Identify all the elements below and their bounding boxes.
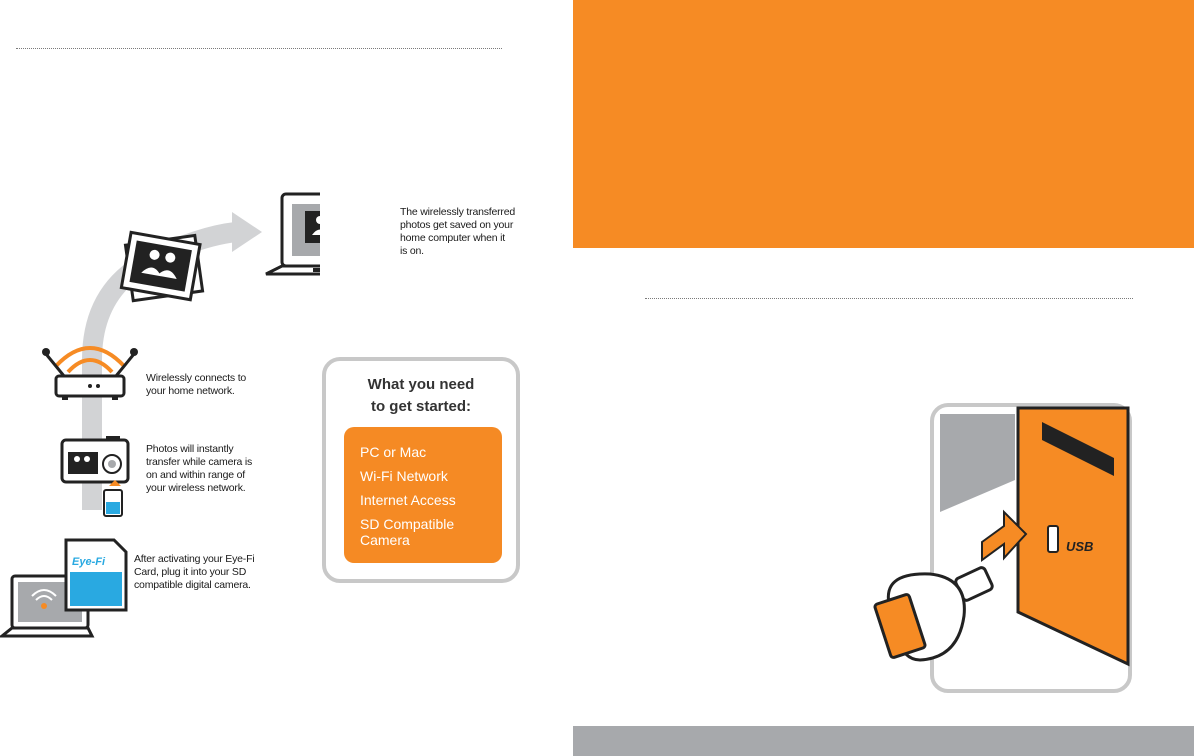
orange-header-banner bbox=[573, 0, 1194, 248]
right-divider bbox=[645, 298, 1133, 299]
requirements-box bbox=[322, 357, 520, 583]
card-caption: After activating your Eye-Fi Card, plug it into your SD compatible digital camera. bbox=[134, 553, 255, 591]
usb-port-icon bbox=[1048, 526, 1058, 552]
router-caption: Wirelessly connects to your home network. bbox=[146, 372, 247, 397]
computer-caption: The wirelessly transferred photos get saved on your home computer when it is on. bbox=[400, 206, 516, 257]
bottom-gray-bar bbox=[573, 726, 1194, 756]
requirement-item: Wi-Fi Network bbox=[360, 468, 448, 484]
flow-arrow-head bbox=[232, 212, 262, 252]
photos-icon bbox=[121, 232, 202, 300]
requirement-item: Internet Access bbox=[360, 492, 456, 508]
usb-insertion-illustration bbox=[870, 402, 1134, 694]
requirements-title-2: to get started: bbox=[370, 398, 471, 415]
computer-icon bbox=[266, 194, 320, 274]
eyefi-card-logo: Eye-Fi bbox=[72, 556, 106, 568]
requirements-title-1: What you need bbox=[367, 376, 475, 393]
requirement-item: Camera bbox=[360, 532, 410, 548]
camera-caption: Photos will instantly transfer while camera is on and within range of your wireless network. bbox=[146, 443, 253, 494]
eyefi-card-icon bbox=[64, 538, 128, 612]
usb-label: USB bbox=[1066, 539, 1094, 554]
requirement-item: PC or Mac bbox=[360, 444, 427, 460]
left-divider bbox=[16, 48, 502, 49]
requirement-item: SD Compatible bbox=[360, 516, 455, 532]
